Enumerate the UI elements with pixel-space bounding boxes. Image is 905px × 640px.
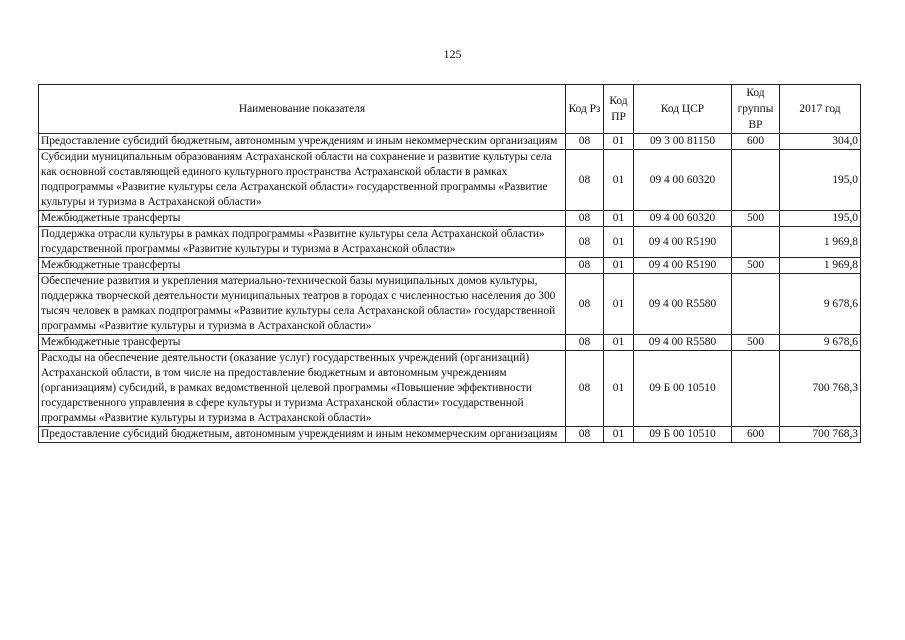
header-name: Наименование показателя <box>39 85 566 134</box>
cell-amount: 700 768,3 <box>780 427 861 443</box>
cell-name: Обеспечение развития и укрепления материально-технической базы муниципальных домов культуры, поддержка творческой деятельности муниципальных театров в городах с численностью населения до 300 тысяч человек в рамках подпрограммы «Развитие культуры села Астраханской области» государственной программы «Развитие культуры и туризма в Астраханской области» <box>39 274 566 335</box>
cell-rz: 08 <box>566 335 604 351</box>
cell-amount: 304,0 <box>780 134 861 150</box>
cell-name: Поддержка отрасли культуры в рамках подпрограммы «Развитие культуры села Астраханской области» государственной программы «Развитие культуры и туризма в Астраханской области» <box>39 227 566 258</box>
cell-name: Межбюджетные трансферты <box>39 211 566 227</box>
cell-name: Предоставление субсидий бюджетным, автономным учреждениям и иным некоммерческим организациям <box>39 427 566 443</box>
cell-csr: 09 Б 00 10510 <box>634 427 732 443</box>
cell-name: Межбюджетные трансферты <box>39 258 566 274</box>
cell-csr: 09 4 00 R5190 <box>634 258 732 274</box>
table-row <box>39 351 861 427</box>
cell-vr: 600 <box>732 427 780 443</box>
cell-vr <box>732 227 780 258</box>
header-pr: Код ПР <box>604 85 634 134</box>
table-row <box>39 134 861 150</box>
cell-pr: 01 <box>604 274 634 335</box>
cell-rz: 08 <box>566 211 604 227</box>
cell-csr: 09 4 00 R5580 <box>634 335 732 351</box>
cell-csr: 09 4 00 R5190 <box>634 227 732 258</box>
cell-name: Межбюджетные трансферты <box>39 335 566 351</box>
cell-rz: 08 <box>566 258 604 274</box>
table-row <box>39 150 861 211</box>
cell-name: Предоставление субсидий бюджетным, автономным учреждениям и иным некоммерческим организациям <box>39 134 566 150</box>
cell-vr <box>732 351 780 427</box>
table-header-row <box>39 85 861 134</box>
cell-csr: 09 4 00 60320 <box>634 211 732 227</box>
budget-table <box>38 84 861 443</box>
cell-rz: 08 <box>566 351 604 427</box>
header-year: 2017 год <box>780 85 861 134</box>
table-row <box>39 274 861 335</box>
header-rz: Код Рз <box>566 85 604 134</box>
cell-pr: 01 <box>604 335 634 351</box>
cell-rz: 08 <box>566 150 604 211</box>
cell-rz: 08 <box>566 427 604 443</box>
cell-pr: 01 <box>604 211 634 227</box>
cell-vr <box>732 274 780 335</box>
table-body <box>39 134 861 443</box>
cell-amount: 1 969,8 <box>780 258 861 274</box>
cell-vr: 500 <box>732 258 780 274</box>
cell-vr: 500 <box>732 335 780 351</box>
table-row <box>39 427 861 443</box>
page-number: 125 <box>443 47 462 61</box>
cell-amount: 700 768,3 <box>780 351 861 427</box>
cell-vr <box>732 150 780 211</box>
cell-pr: 01 <box>604 134 634 150</box>
cell-amount: 195,0 <box>780 150 861 211</box>
cell-pr: 01 <box>604 427 634 443</box>
cell-amount: 9 678,6 <box>780 274 861 335</box>
cell-pr: 01 <box>604 351 634 427</box>
cell-csr: 09 3 00 81150 <box>634 134 732 150</box>
table-row <box>39 335 861 351</box>
cell-csr: 09 4 00 60320 <box>634 150 732 211</box>
cell-amount: 195,0 <box>780 211 861 227</box>
cell-rz: 08 <box>566 134 604 150</box>
cell-name: Расходы на обеспечение деятельности (оказание услуг) государственных учреждений (организаций) Астраханской области, в том числе на предоставление бюджетным и автономным учреждениям (организациям) субсидий, в рамках ведомственной целевой программы «Повышение эффективности государственного управления в сфере культуры и туризма Астраханской области» государственной программы «Развитие культуры и туризма в Астраханской области» <box>39 351 566 427</box>
table-row <box>39 211 861 227</box>
cell-pr: 01 <box>604 258 634 274</box>
header-csr: Код ЦСР <box>634 85 732 134</box>
cell-vr: 600 <box>732 134 780 150</box>
cell-rz: 08 <box>566 227 604 258</box>
cell-amount: 1 969,8 <box>780 227 861 258</box>
cell-amount: 9 678,6 <box>780 335 861 351</box>
cell-csr: 09 Б 00 10510 <box>634 351 732 427</box>
cell-pr: 01 <box>604 227 634 258</box>
table-row <box>39 258 861 274</box>
cell-vr: 500 <box>732 211 780 227</box>
cell-pr: 01 <box>604 150 634 211</box>
cell-rz: 08 <box>566 274 604 335</box>
table-row <box>39 227 861 258</box>
cell-csr: 09 4 00 R5580 <box>634 274 732 335</box>
header-vr: Код группы ВР <box>732 85 780 134</box>
cell-name: Субсидии муниципальным образованиям Астраханской области на сохранение и развитие культуры села как основной составляющей единого культурного пространства Астраханской области в рамках подпрограммы «Развитие культуры села Астраханской области» государственной программы «Развитие культуры и туризма в Астраханской области» <box>39 150 566 211</box>
